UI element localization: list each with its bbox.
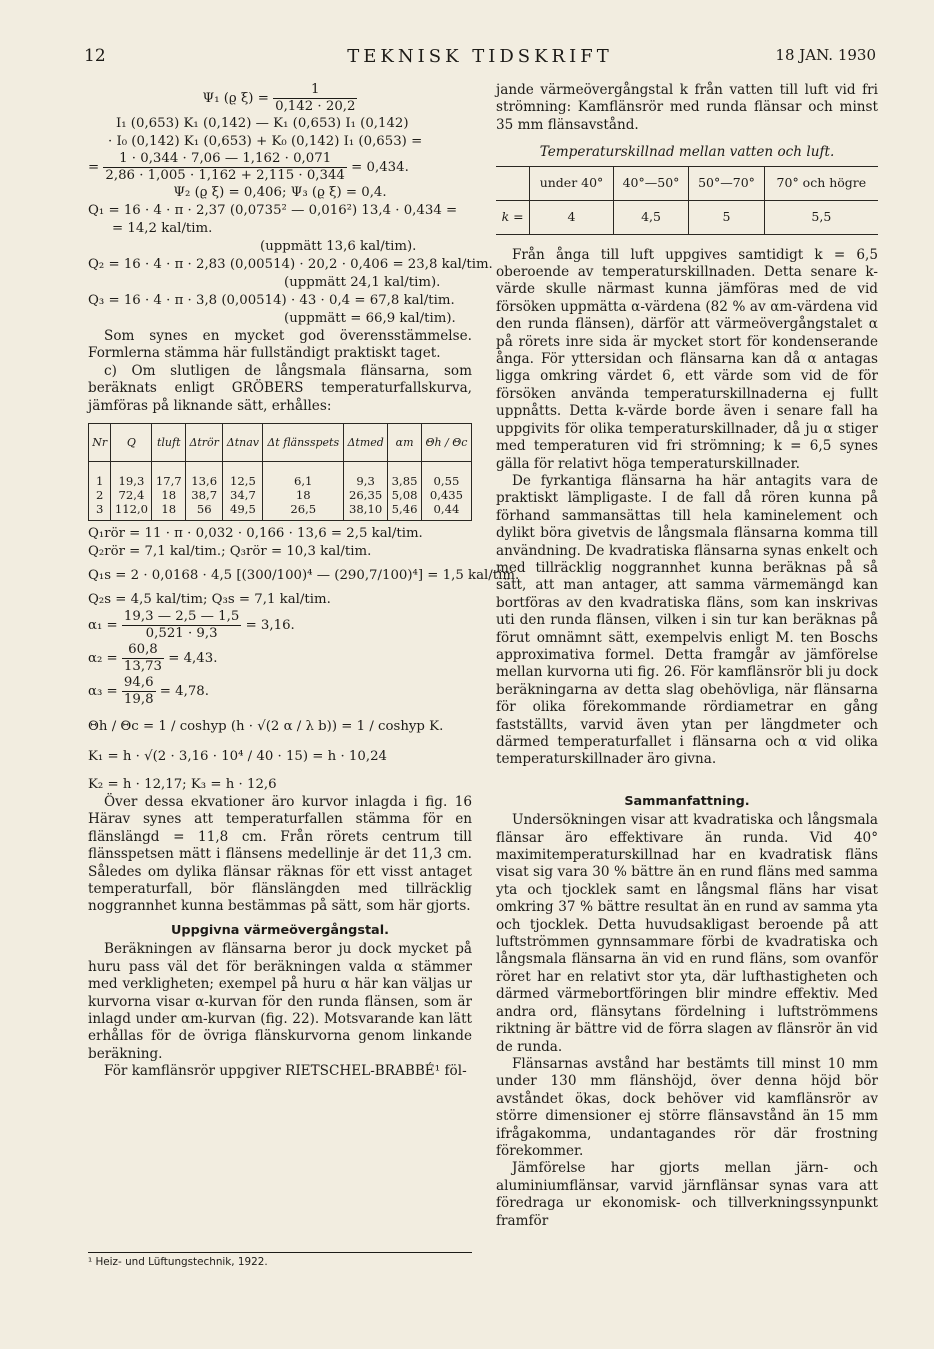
paragraph-agreement: Som synes en mycket god överensstämmelse. Formlerna stämma här fullständigt praktiskt taget. <box>88 328 472 362</box>
results-table <box>88 423 472 521</box>
equation-psi23: Ψ₂ (ϱ ξ) = 0,406; Ψ₃ (ϱ ξ) = 0,4. <box>173 185 387 200</box>
paragraph-steam: Från ånga till luft uppgives samtidigt k = 6,5 oberoende av temperaturskillnaden. Detta senare k-värde skulle närmast kunna jämföras med de vid försöken uppmätta α-värdena (82 % av αm-värdena vid den runda flänsen), därför att värmeövergångstalet α på rörets inre sida är mycket stort för kondenserande ånga. För yttersidan och flänsarna kan då α antagas ligga omkring värdet 6, ett värde som vid de för försöken använda temperaturskillnaderna ej fullt uppnåtts. Detta k-värde borde även i senare fall ha uppgivits för olika temperaturskillnader, då ju α stiger med temperaturen vid fri strömning; k = 6,5 synes gälla för relativt höga temperaturskillnader. <box>496 246 878 472</box>
equation-q1-c: (uppmätt 13,6 kal/tim). <box>260 239 417 254</box>
k-table-header <box>496 166 878 200</box>
table-caption: Temperaturskillnad mellan vatten och luft. <box>539 144 835 161</box>
eq1-den: 0,142 · 20,2 <box>275 99 356 114</box>
k-value: 4,5 <box>613 200 688 234</box>
equation-q2ror: Q₂rör = 7,1 kal/tim.; Q₃rör = 10,3 kal/tim. <box>88 544 372 560</box>
table-cell: 9,3 <box>343 462 387 489</box>
results-table-header <box>89 424 472 462</box>
left-column <box>88 82 520 1081</box>
table-cell: 5,46 <box>388 502 422 521</box>
equation-q1s: Q₁s = 2 · 0,0168 · 4,5 [(300/100)⁴ — (290,7/100)⁴] = 1,5 kal/tim. <box>88 568 520 584</box>
table-row <box>89 462 472 489</box>
col-dtnav: Δtnav <box>223 424 263 462</box>
table-cell: 38,7 <box>186 488 223 502</box>
paragraph-alpha: Beräkningen av flänsarna beror ju dock mycket på huru pass väl det för beräkningen valda α stämmer med verkligheten; exempel på huru α här kan väljas ur kurvorna visar α-kurvan för den runda flänsen, som är inlagd under αm-kurvan (fig. 22). Motsvarande kan lätt erhållas för de övriga flänskurvorna genom linkande beräkning. <box>88 941 472 1062</box>
table-row <box>89 488 472 502</box>
col-dtror: Δtrör <box>186 424 223 462</box>
equation-q3-b: (uppmätt = 66,9 kal/tim). <box>284 311 456 326</box>
col-nr: Nr <box>89 424 111 462</box>
page-number: 12 <box>84 46 106 66</box>
a2-den: 13,73 <box>123 659 162 675</box>
a2-num: 60,8 <box>122 642 164 659</box>
table-cell: 13,6 <box>186 462 223 489</box>
table-cell: 56 <box>186 502 223 521</box>
table-cell: 5,08 <box>388 488 422 502</box>
a1-lhs: α₁ = <box>88 618 118 634</box>
equation-q3-a: Q₃ = 16 · 4 · π · 3,8 (0,00514) · 43 · 0,4 = 67,8 kal/tim. <box>88 293 455 308</box>
equation-q1-a: Q₁ = 16 · 4 · π · 2,37 (0,0735² — 0,016²) 13,4 · 0,434 = <box>88 203 458 218</box>
a2-result: = 4,43. <box>168 651 218 667</box>
right-column <box>496 82 878 1230</box>
equation-q1-b: = 14,2 kal/tim. <box>112 221 213 236</box>
eq1-lhs: Ψ₁ (ϱ ξ) = <box>202 91 269 106</box>
a3-lhs: α₃ = <box>88 684 118 700</box>
equation-psi1 <box>88 82 472 115</box>
col-dtmed: Δtmed <box>343 424 387 462</box>
table-cell: 34,7 <box>223 488 263 502</box>
paragraph-rietschel: För kamflänsrör uppgiver RIETSCHEL-BRABBÉ¹ föl- <box>104 1063 467 1080</box>
k-header-cell: 50°—70° <box>689 166 764 200</box>
k-value: 4 <box>530 200 614 234</box>
equation-bessel-1: I₁ (0,653) K₁ (0,142) — K₁ (0,653) I₁ (0,142) <box>116 116 409 131</box>
table-cell: 6,1 <box>263 462 344 489</box>
eq1-fraction <box>273 82 357 115</box>
k-table-row <box>496 200 878 234</box>
heading-summary: Sammanfattning. <box>624 793 750 809</box>
k-header-cell: 70° och högre <box>764 166 878 200</box>
table-cell: 2 <box>89 488 111 502</box>
a1-num: 19,3 — 2,5 — 1,5 <box>123 609 240 625</box>
table-cell: 17,7 <box>152 462 186 489</box>
equation-q2s: Q₂s = 4,5 kal/tim; Q₃s = 7,1 kal/tim. <box>88 592 331 608</box>
paragraph-square-fins: De fyrkantiga flänsarna ha här antagits vara de praktiskt lämpligaste. I de fall då rören kunna på förhand sammansättas till hela kaminelement och dylikt böra givetvis de långsmala flänsarna komma till användning. De kvadratiska flänsarna synas enkelt och med tillräcklig noggrannhet kunna beräknas på så sätt, att man antager, att samma värmemängd kan bortföras av den kvadratiska fläns, som kan inskrivas uti den runda flänsen, vilken i sin tur kan beräknas på förut omnämnt sätt, exempelvis enligt M. ten Boschs approximativa formel. Detta framgår av jämförelse mellan kurvorna uti fig. 26. För kamflänsrör bli ju dock beräkningarna av detta slag obehövliga, när flänsarna för olika förekommande rördiametrar en gång fastställts, varvid även ytan per längdmeter och därmed temperaturfallet i flänsarna och α vid olika temperaturskillnader äro givna. <box>496 472 878 768</box>
equation-k2: K₂ = h · 12,17; K₃ = h · 12,6 <box>88 777 277 793</box>
table-row <box>89 502 472 521</box>
table-cell: 49,5 <box>223 502 263 521</box>
k-value-table <box>496 166 878 235</box>
equation-theta: Θh / Θc = 1 / coshyp (h · √(2 α / λ b)) = 1 / coshyp K. <box>88 719 444 735</box>
equation-q2-a: Q₂ = 16 · 4 · π · 2,83 (0,00514) · 20,2 · 0,406 = 23,8 kal/tim. <box>88 257 493 272</box>
table-cell: 18 <box>152 502 186 521</box>
table-cell: 72,4 <box>111 488 152 502</box>
k-value: 5,5 <box>764 200 878 234</box>
a3-den: 19,8 <box>123 692 154 708</box>
table-cell: 26,5 <box>263 502 344 521</box>
equation-alpha3 <box>88 675 472 708</box>
equation-q1ror: Q₁rör = 11 · π · 0,032 · 0,166 · 13,6 = 2,5 kal/tim. <box>88 526 423 542</box>
table-cell: 18 <box>152 488 186 502</box>
table-cell: 0,55 <box>421 462 471 489</box>
col-tluft: tluft <box>152 424 186 462</box>
paragraph-curves: Över dessa ekvationer äro kurvor inlagda i fig. 16 Härav synes att temperaturfallen stämma för en flänslängd = 11,8 cm. Från rörets centrum till flänsspetsen mätt i flänsens medellinje är det 11,3 cm. Således om dylika flänsar räknas för ett visst antaget temperaturfall, bör flänslängden med tillräcklig noggrannhet kunna bestämmas på sätt, som här gjorts. <box>88 794 472 915</box>
eq3-fraction <box>103 151 347 184</box>
k-header-blank <box>496 166 530 200</box>
paragraph-transfer-values: jande värmeövergångstal k från vatten till luft vid fri strömning: Kamflänsrör med runda flänsar och minst 35 mm flänsavstånd. <box>496 82 878 133</box>
k-label: k = <box>496 200 530 234</box>
a3-num: 94,6 <box>123 675 154 691</box>
equation-k1: K₁ = h · √(2 · 3,16 · 10⁴ / 40 · 15) = h · 10,24 <box>88 749 387 765</box>
equation-bessel-2: · I₀ (0,142) K₁ (0,653) + K₀ (0,142) I₁ (0,653) = <box>108 134 423 149</box>
heading-heat-transfer: Uppgivna värmeövergångstal. <box>171 922 389 938</box>
table-cell: 26,35 <box>343 488 387 502</box>
eq3-pre: = <box>88 160 100 175</box>
paragraph-summary: Undersökningen visar att kvadratiska och långsmala flänsar äro effektivare än runda. Vid 40° maximitemperaturskillnad har en kvadratisk fläns visat sig vara 30 % bättre än en rund fläns med samma yta och tjocklek samt en långsmal fläns har visat omkring 37 % bättre resultat än en rund av samma yta och tjocklek. Detta huvudsakligast beroende på att luftströmmen gynnsammare förbi de kvadratiska och långsmala flänsarna än vid en rund fläns, som ovanför röret har en relativt stor yta, där lufthastigheten och därmed värmebortföringen blir mindre effektiv. Med andra ord, flänsytans fördelning i luftströmmens riktning är bättre vid de förra slagen av flänsrör än vid de runda. <box>496 812 878 1055</box>
a1-result: = 3,16. <box>245 618 295 634</box>
a3-fraction <box>122 675 156 708</box>
eq3-num: 1 · 0,344 · 7,06 — 1,162 · 0,071 <box>103 151 347 168</box>
table-cell: 38,10 <box>343 502 387 521</box>
equation-alpha2 <box>88 642 472 675</box>
eq3-result: = 0,434. <box>351 160 409 175</box>
k-value: 5 <box>689 200 764 234</box>
table-cell: 19,3 <box>111 462 152 489</box>
table-cell: 3 <box>89 502 111 521</box>
table-cell: 0,44 <box>421 502 471 521</box>
table-cell: 3,85 <box>388 462 422 489</box>
table-cell: 112,0 <box>111 502 152 521</box>
paragraph-materials: Jämförelse har gjorts mellan järn- och aluminiumflänsar, varvid järnflänsar synas vara att föredraga ur ekonomisk- och tillverkningssynpunkt framför <box>496 1160 878 1229</box>
table-cell: 1 <box>89 462 111 489</box>
equation-bessel-3 <box>88 151 472 184</box>
col-q: Q <box>111 424 152 462</box>
a2-lhs: α₂ = <box>88 651 118 667</box>
paragraph-spacing: Flänsarnas avstånd har bestämts till minst 10 mm under 130 mm flänshöjd, över denna höjd bör avståndet ökas, dock behöver vid kamflänsrör av större dimensioner ej större flänsavstånd än 15 mm ifrågakomma, undantagandes rör där frostning förekommer. <box>496 1055 878 1159</box>
a3-result: = 4,78. <box>159 684 209 700</box>
page-header <box>84 46 876 76</box>
a2-fraction <box>122 642 164 675</box>
a1-den: 0,521 · 9,3 <box>145 626 218 642</box>
table-cell: 12,5 <box>223 462 263 489</box>
k-header-cell: under 40° <box>530 166 614 200</box>
col-alpha: αm <box>388 424 422 462</box>
equation-q2-b: (uppmätt 24,1 kal/tim). <box>284 275 441 290</box>
col-theta: Θh / Θc <box>421 424 471 462</box>
journal-title: TEKNISK TIDSKRIFT <box>347 46 613 67</box>
table-cell: 0,435 <box>421 488 471 502</box>
table-cell: 18 <box>263 488 344 502</box>
a1-fraction <box>122 609 241 642</box>
equation-alpha1 <box>88 609 472 642</box>
footnote: ¹ Heiz- und Lüftungstechnik, 1922. <box>88 1252 472 1268</box>
eq1-num: 1 <box>273 82 357 99</box>
k-header-cell: 40°—50° <box>613 166 688 200</box>
paragraph-long-fins: c) Om slutligen de långsmala flänsarna, som beräknats enligt GRÖBERS temperaturfallskurva, jämföras på liknande sätt, erhålles: <box>88 362 472 414</box>
issue-date: 18 JAN. 1930 <box>775 46 876 64</box>
col-dtspets: Δt flänsspets <box>263 424 344 462</box>
eq3-den: 2,86 · 1,005 · 1,162 + 2,115 · 0,344 <box>105 168 345 183</box>
